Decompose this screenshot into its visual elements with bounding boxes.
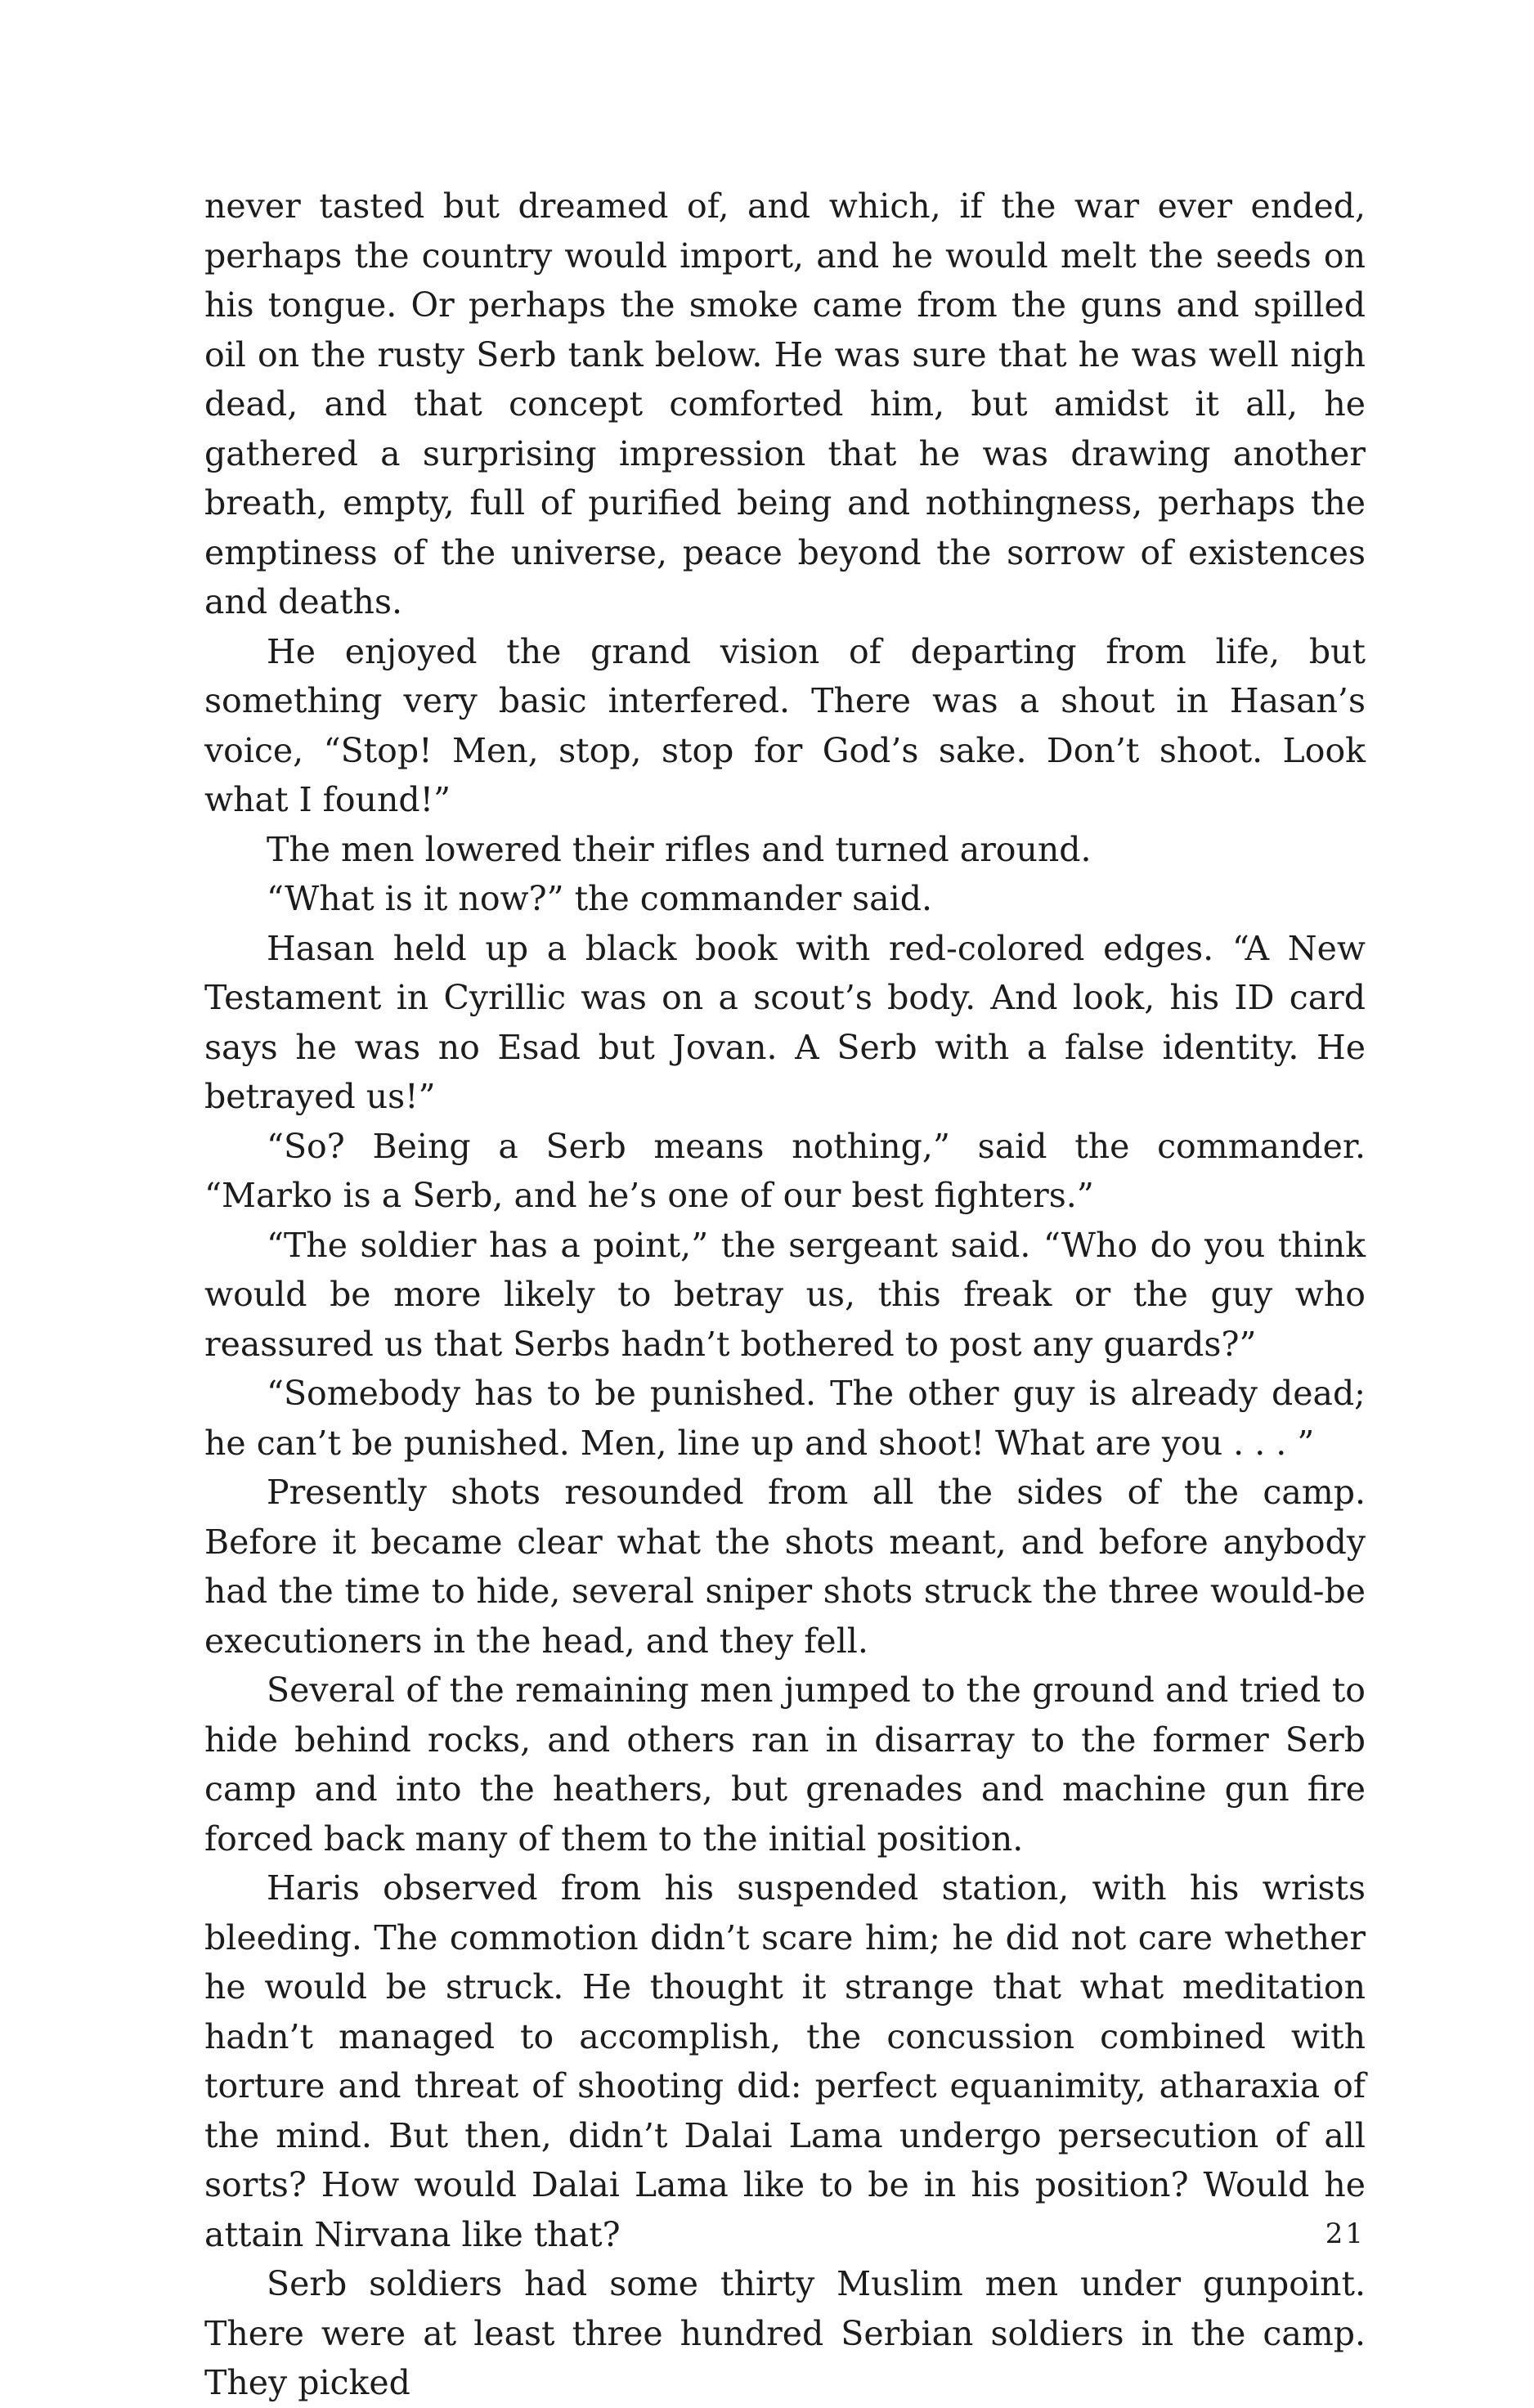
paragraph: He enjoyed the grand vision of departing from life, but something very basic interfered. There was a shout in Hasan’s voice, “Stop! Men, stop, stop for God’s sake. Don’t shoot. Look what I found!” <box>204 631 1366 819</box>
paragraph: Several of the remaining men jumped to the ground and tried to hide behind rocks, and others ran in disarray to the former Serb camp and into the heathers, but grenades and machine gun fire forced back many of them to the initial position. <box>204 1670 1366 1859</box>
paragraph: “Somebody has to be punished. The other guy is already dead; he can’t be punished. Men, line up and shoot! What are you . . . ” <box>204 1374 1366 1463</box>
paragraph: never tasted but dreamed of, and which, if the war ever ended, perhaps the country would import, and he would melt the seeds on his tongue. Or perhaps the smoke came from the guns and spilled oil on the rusty Serb tank below. He was sure that he was well nigh dead, and that concept comforted him, but amidst it all, he gathered a surprising impression that he was drawing another breath, empty, full of purified being and nothingness, perhaps the emptiness of the universe, peace beyond the sorrow of existences and deaths. <box>204 186 1366 621</box>
paragraph: The men lowered their rifles and turned around. <box>267 829 1092 869</box>
paragraph: Serb soldiers had some thirty Muslim men under gunpoint. There were at least three hundred Serbian soldiers in the camp. They picked <box>204 2264 1366 2402</box>
paragraph: “So? Being a Serb means nothing,” said the commander. “Marko is a Serb, and he’s one of our best fighters.” <box>204 1126 1366 1215</box>
paragraph: “The soldier has a point,” the sergeant said. “Who do you think would be more likely to betray us, this freak or the guy who reassured us that Serbs hadn’t bothered to post any guards?” <box>204 1225 1366 1364</box>
paragraph: “What is it now?” the commander said. <box>267 879 933 918</box>
body-text <box>204 182 1366 2408</box>
paragraph: Presently shots resounded from all the sides of the camp. Before it became clear what the shots meant, and before anybody had the time to hide, several sniper shots struck the three would-be executioners in the head, and they fell. <box>204 1473 1366 1661</box>
paragraph: Haris observed from his suspended station, with his wrists bleeding. The commotion didn’t scare him; he did not care whether he would be struck. He thought it strange that what meditation hadn’t managed to accomplish, the concussion combined with torture and threat of shooting did: perfect equanimity, atharaxia of the mind. But then, didn’t Dalai Lama undergo persecution of all sorts? How would Dalai Lama like to be in his position? Would he attain Nirvana like that? <box>204 1868 1366 2254</box>
paragraph: Hasan held up a black book with red-colored edges. “A New Testament in Cyrillic was on a scout’s body. And look, his ID card says he was no Esad but Jovan. A Serb with a false identity. He betrayed us!” <box>204 928 1366 1116</box>
page-number: 21 <box>1325 2217 1366 2250</box>
